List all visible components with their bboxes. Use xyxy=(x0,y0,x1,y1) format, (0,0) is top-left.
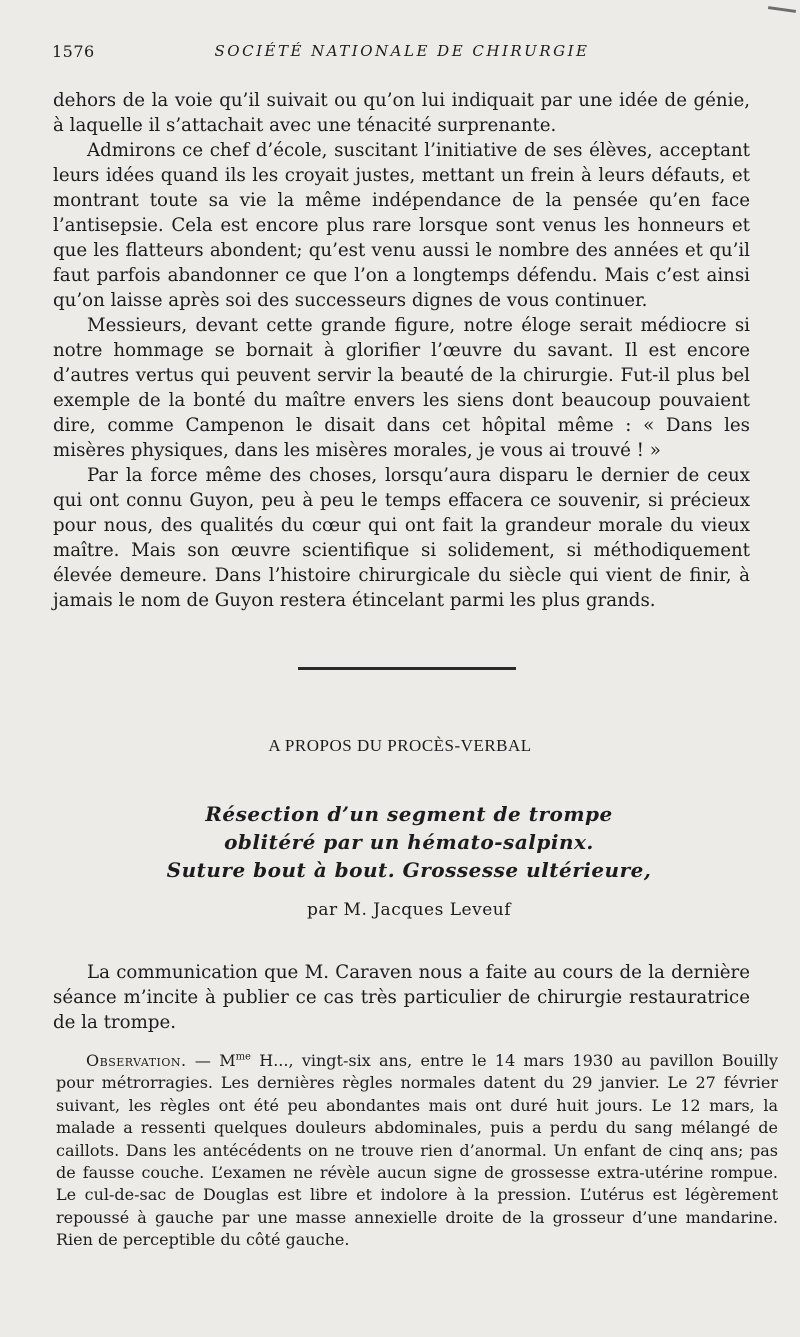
patient-title-superscript: me xyxy=(235,1051,251,1063)
intro-paragraph: La communication que M. Caraven nous a faite au cours de la dernière séance m’incite à publier ce cas très particulier de chirurgie restauratrice de la trompe. xyxy=(53,962,750,1033)
observation-paragraph xyxy=(56,1050,778,1252)
section-divider xyxy=(298,667,516,670)
article-title-line: Résection d’un segment de trompe xyxy=(205,802,613,826)
eulogy-text xyxy=(53,88,750,613)
observation-label: Observation. xyxy=(86,1051,187,1070)
article-title-line: oblitéré par un hémato-salpinx. xyxy=(224,830,594,854)
paragraph-force-des-choses: Par la force même des choses, lorsqu’aura disparu le dernier de ceux qui ont connu Guyon, peu à peu le temps effacera ce souvenir, si précieux pour nous, des qualités du cœur qui ont fait la grandeur morale du vieux maître. Mais son œuvre scientifique si solidement, si méthodiquement élevée demeure. Dans l’histoire chirurgicale du siècle qui vient de finir, à jamais le nom de Guyon restera étincelant parmi les plus grands. xyxy=(53,465,750,611)
page-edge-mark xyxy=(768,6,796,13)
paragraph-chef-ecole: Admirons ce chef d’école, suscitant l’initiative de ses élèves, acceptant leurs idées quand ils les croyait justes, mettant un frein à leurs défauts, et montrant toute sa vie la même indépendance de la pensée qu’en face l’antisepsie. Cela est encore plus rare lorsque sont venus les honneurs et que les flatteurs abondent; qu’est venu aussi le nombre des années et qu’il faut parfois abandonner ce que l’on a longtemps défendu. Mais c’est ainsi qu’on laisse après soi des successeurs dignes de vous continuer. xyxy=(53,140,750,311)
page-number: 1576 xyxy=(52,42,95,61)
article-title-line: Suture bout à bout. Grossesse ultérieure, xyxy=(166,858,652,882)
observation-dash: — xyxy=(186,1051,220,1070)
section-heading: A PROPOS DU PROCÈS-VERBAL xyxy=(268,736,532,755)
article-intro xyxy=(53,960,750,1035)
article-author: par M. Jacques Leveuf xyxy=(306,900,511,920)
paragraph-continuation: dehors de la voie qu’il suivait ou qu’on lui indiquait par une idée de génie, à laquelle il s’attachait avec une ténacité surprenante. xyxy=(53,90,750,136)
observation-block xyxy=(56,1050,778,1252)
observation-text: H..., vingt-six ans, entre le 14 mars 1930 au pavillon Bouilly pour métrorragies. Les dernières règles normales datent du 29 janvier. Le 27 février suivant, les règles ont été peu abondantes mais ont duré huit jours. Le 12 mars, la malade a ressenti quelques douleurs abdominales, puis a perdu du sang mélangé de caillots. Dans les antécédents on ne trouve rien d’anormal. Un enfant de cinq ans; pas de fausse couche. L’examen ne révèle aucun signe de grossesse extra-utérine rompue. Le cul-de-sac de Douglas est libre et indolore à la pression. L’utérus est légèrement repoussé à gauche par une masse annexielle droite de la grosseur d’une mandarine. Rien de perceptible du côté gauche. xyxy=(56,1051,779,1250)
paragraph-messieurs: Messieurs, devant cette grande figure, notre éloge serait médiocre si notre hommage se bornait à glorifier l’œuvre du savant. Il est encore d’autres vertus qui peuvent servir la beauté de la chirurgie. Fut-il plus bel exemple de la bonté du maître envers les siens dont beaucoup pouvaient dire, comme Campenon le disait dans cet hôpital même : « Dans les misères physiques, dans les misères morales, je vous ai trouvé ! » xyxy=(53,315,750,461)
article-title xyxy=(0,800,800,884)
journal-title: SOCIÉTÉ NATIONALE DE CHIRURGIE xyxy=(214,42,590,60)
patient-title: M xyxy=(219,1051,236,1070)
running-header xyxy=(42,42,762,66)
